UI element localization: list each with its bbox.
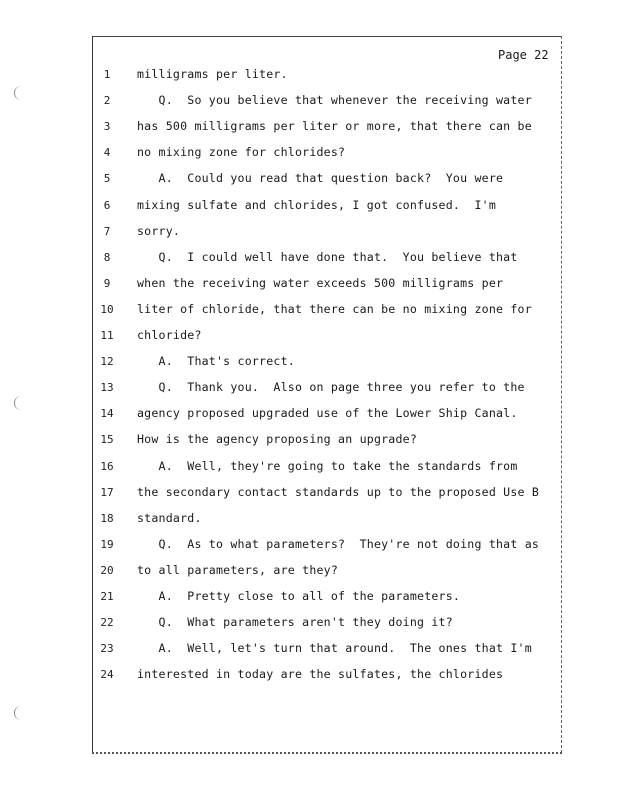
page-number: Page 22 — [498, 48, 549, 62]
transcript-line-text: A. Pretty close to all of the parameters. — [137, 589, 461, 603]
line-number: 2 — [103, 94, 111, 107]
line-number: 11 — [100, 329, 114, 342]
transcript-line-text: Q. I could well have done that. You believe that — [137, 250, 518, 264]
line-number: 18 — [100, 512, 114, 525]
transcript-line-text: mixing sulfate and chlorides, I got confused. I'm — [137, 198, 497, 212]
line-number: 5 — [103, 172, 111, 185]
transcript-line-text: no mixing zone for chlorides? — [137, 145, 346, 159]
line-number: 22 — [100, 616, 114, 629]
line-number: 24 — [100, 668, 114, 681]
transcript-line-text: sorry. — [137, 224, 181, 238]
line-number: 13 — [100, 381, 114, 394]
line-number: 23 — [100, 642, 114, 655]
line-number: 14 — [100, 407, 114, 420]
line-number: 20 — [100, 564, 114, 577]
line-number: 7 — [103, 225, 111, 238]
line-number: 16 — [100, 460, 114, 473]
line-number: 3 — [103, 120, 111, 133]
transcript-line-text: Q. So you believe that whenever the receiving water — [137, 93, 532, 107]
line-number: 17 — [100, 486, 114, 499]
transcript-line-text: has 500 milligrams per liter or more, that there can be — [137, 119, 532, 133]
binder-hole-mark — [14, 706, 21, 720]
transcript-line-text: A. That's correct. — [137, 354, 295, 368]
transcript-line-text: liter of chloride, that there can be no mixing zone for — [137, 302, 532, 316]
binder-hole-mark — [14, 396, 21, 410]
transcript-line-text: How is the agency proposing an upgrade? — [137, 432, 418, 446]
transcript-line-text: the secondary contact standards up to the proposed Use B — [137, 485, 540, 499]
transcript-line-text: Q. Thank you. Also on page three you refer to the — [137, 380, 525, 394]
line-number: 12 — [100, 355, 114, 368]
line-number: 15 — [100, 433, 114, 446]
transcript-line-text: when the receiving water exceeds 500 milligrams per — [137, 276, 504, 290]
binder-hole-mark — [14, 86, 21, 100]
transcript-line-text: Q. As to what parameters? They're not doing that as — [137, 537, 540, 551]
transcript-line-text: milligrams per liter. — [137, 67, 288, 81]
transcript-line-text: standard. — [137, 511, 202, 525]
line-number: 19 — [100, 538, 114, 551]
transcript-line-text: chloride? — [137, 328, 202, 342]
transcript-line-text: to all parameters, are they? — [137, 563, 339, 577]
page-bottom-rule — [92, 752, 562, 754]
transcript-line-text: interested in today are the sulfates, the chlorides — [137, 667, 504, 681]
transcript-line-text: A. Well, they're going to take the standards from — [137, 459, 518, 473]
line-number: 1 — [103, 68, 111, 81]
line-number: 4 — [103, 146, 111, 159]
line-number: 9 — [103, 277, 111, 290]
line-number: 10 — [100, 303, 114, 316]
line-number: 6 — [103, 199, 111, 212]
transcript-line-text: agency proposed upgraded use of the Lower Ship Canal. — [137, 406, 518, 420]
line-number: 21 — [100, 590, 114, 603]
transcript-line-text: A. Could you read that question back? You were — [137, 171, 504, 185]
line-number: 8 — [103, 251, 111, 264]
transcript-line-text: A. Well, let's turn that around. The ones that I'm — [137, 641, 532, 655]
transcript-line-text: Q. What parameters aren't they doing it? — [137, 615, 453, 629]
